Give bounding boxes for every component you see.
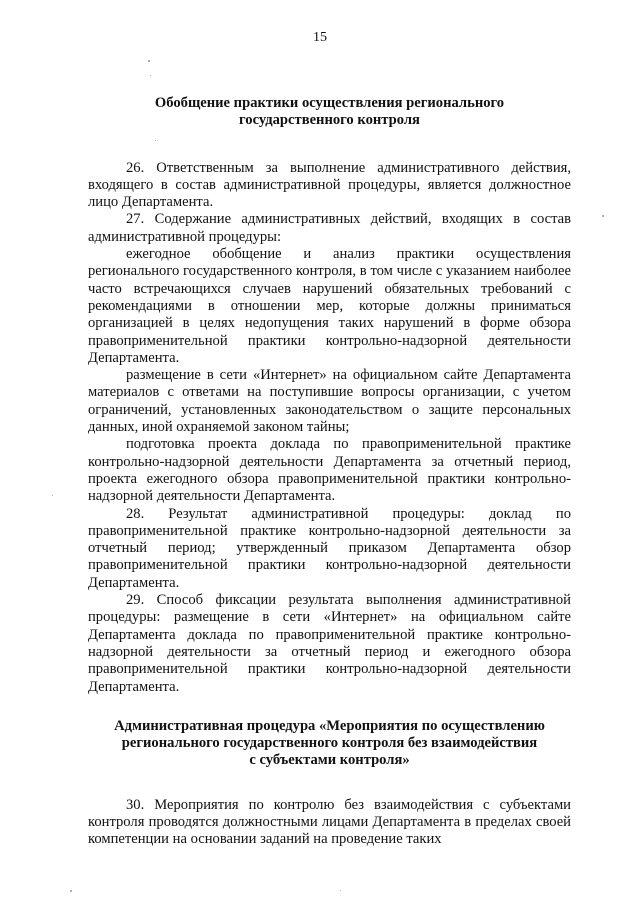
- page-content: [88, 95, 571, 849]
- heading-line: государственного контроля: [239, 112, 420, 129]
- section-heading-procedure: [88, 718, 571, 770]
- paragraph-26: 26. Ответственным за выполнение административного действия, входящего в состав административной процедуры, является должностное лицо Департамента.: [88, 159, 571, 211]
- paragraph-29: 29. Способ фиксации результата выполнения административной процедуры: размещение в сети «Интернет» на официальном сайте Департамента доклада по правоприменительной практике контрольно-надзорной деятельности за отчетный период и ежегодного обзора правоприменительной практики контрольно-надзорной деятельности Департамента.: [88, 592, 571, 695]
- heading-line: Обобщение практики осуществления регионального: [154, 95, 505, 111]
- scan-speck: [150, 75, 151, 76]
- heading-line: с субъектами контроля»: [249, 752, 410, 769]
- scan-speck: [340, 890, 341, 891]
- paragraph-30: 30. Мероприятия по контролю без взаимодействия с субъектами контроля проводятся должностными лицами Департамента в пределах своей компетенции на основании заданий на проведение таких: [88, 796, 571, 848]
- scan-speck: [155, 140, 156, 141]
- paragraph-annual-generalization: ежегодное обобщение и анализ практики осуществления регионального государственного контроля, в том числе с указанием наиболее часто встречающихся случаев нарушений обязательных требований с рекомендациями в отношении мер, которые должны приниматься организацией в целях недопущения таких нарушений в форме обзора правоприменительной практики контрольно-надзорной деятельности Департамента.: [88, 246, 571, 366]
- scan-speck: [70, 890, 72, 892]
- heading-line: регионального государственного контроля без взаимодействия: [121, 735, 538, 752]
- scan-speck: [148, 60, 150, 62]
- scan-speck: [52, 495, 53, 496]
- paragraph-report-preparation: подготовка проекта доклада по правоприменительной практике контрольно-надзорной деятельности Департамента за отчетный период, проекта ежегодного обзора правоприменительной практики контрольно-надзорной деятельности Департамента.: [88, 436, 571, 505]
- page-number: 15: [313, 30, 327, 45]
- heading-line: Административная процедура «Мероприятия по осуществлению: [114, 717, 545, 734]
- paragraph-27: 27. Содержание административных действий, входящих в состав административной процедуры:: [88, 211, 571, 245]
- paragraph-internet-placement: размещение в сети «Интернет» на официальном сайте Департамента материалов с ответами на поступившие вопросы организации, с учетом ограничений, установленных законодательством о защите персональных данных, иной охраняемой законом тайны;: [88, 367, 571, 436]
- section-heading-generalization: [88, 95, 571, 130]
- paragraph-28: 28. Результат административной процедуры: доклад по правоприменительной практике контрольно-надзорной деятельности за отчетный период; утвержденный приказом Департамента обзор правоприменительной практики контрольно-надзорной деятельности Департамента.: [88, 505, 571, 591]
- scan-speck: [602, 215, 604, 217]
